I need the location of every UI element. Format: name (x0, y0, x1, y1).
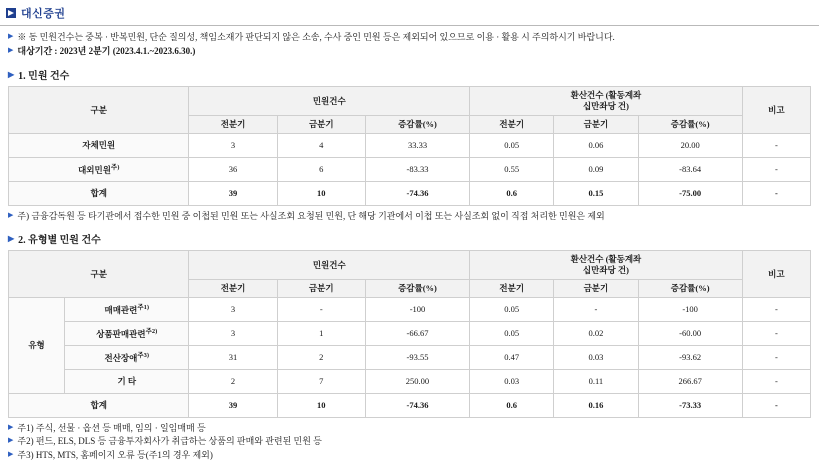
cell-minwon-curr: 2 (277, 346, 365, 370)
th-change-rate: 증감률(%) (638, 280, 742, 298)
cell-minwon-prev: 39 (189, 394, 277, 418)
cell-minwon-prev: 36 (189, 158, 277, 182)
th-change-rate: 증감률(%) (365, 280, 469, 298)
row-label (65, 298, 189, 322)
table-row (9, 158, 811, 182)
cell-hwansan-curr: - (554, 298, 638, 322)
section-2-title: 2. 유형별 민원 건수 (18, 235, 101, 247)
row-label-superscript: 주3) (137, 351, 150, 359)
triangle-bullet-icon: ▶ (8, 46, 14, 55)
cell-hwansan-change: 266.67 (638, 370, 742, 394)
footnote-line (8, 435, 811, 448)
table-row-total (9, 182, 811, 206)
cell-hwansan-curr: 0.03 (554, 346, 638, 370)
cell-hwansan-change: -83.64 (638, 158, 742, 182)
th-prev-q: 전분기 (470, 116, 554, 134)
footnote-text: 주) 금융감독원 등 타기관에서 접수한 민원 중 이첩된 민원 또는 사실조회 요청된 민원, 단 해당 기관에서 이첩 또는 사실조회 없이 직접 처리한 민원은 제외 (17, 211, 605, 222)
th-change-rate: 증감률(%) (365, 116, 469, 134)
cell-hwansan-curr: 0.16 (554, 394, 638, 418)
footnote-text: 주3) HTS, MTS, 홈페이지 오류 등(주1의 경우 제외) (17, 449, 213, 460)
footnote-text: 주2) 펀드, ELS, DLS 등 금융투자회사가 취급하는 상품의 판매와 관련된 민원 등 (17, 436, 322, 447)
cell-minwon-curr: 10 (277, 394, 365, 418)
row-label-text: 대외민원 (78, 164, 111, 175)
brand-name: 대신증권 (21, 8, 66, 20)
cell-bigo: - (742, 394, 810, 418)
th-gubun: 구분 (9, 251, 189, 298)
cell-bigo: - (742, 298, 810, 322)
play-triangle-icon (6, 8, 16, 18)
row-label-text: 상품판매관련 (96, 328, 146, 339)
th-group-minwon: 민원건수 (189, 251, 470, 280)
cell-hwansan-change: -73.33 (638, 394, 742, 418)
th-bigo: 비고 (742, 87, 810, 134)
row-label: 자체민원 (9, 134, 189, 158)
cell-minwon-change: -66.67 (365, 322, 469, 346)
cell-minwon-change: 33.33 (365, 134, 469, 158)
cell-bigo: - (742, 322, 810, 346)
row-label (65, 346, 189, 370)
th-group-hwansan: 환산건수 (활동계좌 십만좌당 건) (470, 87, 743, 116)
row-label-superscript: 주2) (145, 327, 158, 335)
cell-hwansan-prev: 0.47 (470, 346, 554, 370)
cell-minwon-curr: - (277, 298, 365, 322)
cell-minwon-curr: 6 (277, 158, 365, 182)
cell-minwon-curr: 7 (277, 370, 365, 394)
cell-bigo: - (742, 370, 810, 394)
cell-bigo: - (742, 158, 810, 182)
cell-hwansan-prev: 0.03 (470, 370, 554, 394)
cell-minwon-prev: 3 (189, 322, 277, 346)
triangle-bullet-icon: ▶ (8, 234, 15, 244)
cell-minwon-prev: 3 (189, 298, 277, 322)
table-row (9, 322, 811, 346)
th-group-minwon: 민원건수 (189, 87, 470, 116)
cell-hwansan-curr: 0.02 (554, 322, 638, 346)
cell-minwon-change: -100 (365, 298, 469, 322)
table-row (9, 134, 811, 158)
triangle-bullet-icon: ▶ (8, 70, 15, 79)
brand-header (0, 0, 819, 26)
note-text: 대상기간 : 2023년 2분기 (2023.4.1.~2023.6.30.) (17, 46, 196, 57)
th-prev-q: 전분기 (470, 280, 554, 298)
th-prev-q: 전분기 (189, 116, 277, 134)
cell-minwon-prev: 39 (189, 182, 277, 206)
cell-minwon-prev: 2 (189, 370, 277, 394)
cell-hwansan-curr: 0.09 (554, 158, 638, 182)
row-group-label: 유형 (9, 298, 65, 394)
note-line (8, 45, 811, 58)
th-change-rate: 증감률(%) (638, 116, 742, 134)
footnote-line (8, 210, 811, 223)
cell-hwansan-curr: 0.06 (554, 134, 638, 158)
triangle-bullet-icon: ▶ (8, 449, 14, 458)
note-line (8, 31, 811, 44)
table-row (9, 370, 811, 394)
row-label (65, 322, 189, 346)
th-curr-q: 금분기 (554, 280, 638, 298)
cell-hwansan-change: -60.00 (638, 322, 742, 346)
section-1-footnotes (0, 206, 819, 223)
section-2-footnotes (0, 418, 819, 461)
triangle-bullet-icon: ▶ (8, 211, 14, 220)
th-curr-q: 금분기 (277, 280, 365, 298)
row-label-superscript: 주) (110, 163, 120, 171)
th-curr-q: 금분기 (554, 116, 638, 134)
footnote-line (8, 422, 811, 435)
th-bigo: 비고 (742, 251, 810, 298)
cell-minwon-change: -83.33 (365, 158, 469, 182)
cell-bigo: - (742, 182, 810, 206)
th-group-hwansan: 환산건수 (활동계좌 십만좌당 건) (470, 251, 743, 280)
table-row (9, 298, 811, 322)
cell-bigo: - (742, 134, 810, 158)
cell-hwansan-prev: 0.05 (470, 322, 554, 346)
cell-minwon-curr: 1 (277, 322, 365, 346)
row-label-text: 전산장애 (104, 352, 138, 363)
section-1-heading (0, 59, 819, 86)
cell-hwansan-change: 20.00 (638, 134, 742, 158)
section-1-title: 1. 민원 건수 (18, 71, 70, 83)
minwon-count-table (8, 86, 811, 206)
triangle-bullet-icon: ▶ (8, 32, 14, 40)
cell-bigo: - (742, 346, 810, 370)
row-label-text: 매매관련 (104, 304, 138, 315)
top-notes (0, 26, 819, 58)
footnote-line (8, 449, 811, 462)
minwon-by-type-table (8, 250, 811, 418)
cell-hwansan-prev: 0.05 (470, 298, 554, 322)
row-label-superscript: 주1) (137, 303, 150, 311)
row-label: 합계 (9, 394, 189, 418)
cell-hwansan-curr: 0.15 (554, 182, 638, 206)
row-label: 합계 (9, 182, 189, 206)
cell-hwansan-change: -100 (638, 298, 742, 322)
row-label (9, 158, 189, 182)
row-label: 기 타 (65, 370, 189, 394)
cell-minwon-change: -74.36 (365, 394, 469, 418)
cell-minwon-change: -93.55 (365, 346, 469, 370)
cell-minwon-curr: 4 (277, 134, 365, 158)
th-curr-q: 금분기 (277, 116, 365, 134)
cell-hwansan-prev: 0.55 (470, 158, 554, 182)
cell-hwansan-curr: 0.11 (554, 370, 638, 394)
cell-hwansan-prev: 0.6 (470, 394, 554, 418)
cell-minwon-change: 250.00 (365, 370, 469, 394)
cell-minwon-prev: 3 (189, 134, 277, 158)
table-row (9, 346, 811, 370)
cell-hwansan-change: -93.62 (638, 346, 742, 370)
cell-hwansan-prev: 0.05 (470, 134, 554, 158)
note-text: ※ 동 민원건수는 중복 · 반복민원, 단순 질의성, 책임소재가 판단되지 않은 소송, 수사 중인 민원 등은 제외되어 있으므로 이용 · 활용 시 주의하시기 바랍니다. (17, 32, 615, 42)
cell-hwansan-change: -75.00 (638, 182, 742, 206)
cell-minwon-curr: 10 (277, 182, 365, 206)
triangle-bullet-icon: ▶ (8, 436, 14, 445)
th-prev-q: 전분기 (189, 280, 277, 298)
cell-minwon-prev: 31 (189, 346, 277, 370)
triangle-bullet-icon: ▶ (8, 423, 14, 432)
cell-minwon-change: -74.36 (365, 182, 469, 206)
section-2-heading (0, 223, 819, 250)
th-gubun: 구분 (9, 87, 189, 134)
table-row-total (9, 394, 811, 418)
footnote-text: 주1) 주식, 선물 · 옵션 등 매매, 임의 · 일임매매 등 (17, 423, 206, 434)
cell-hwansan-prev: 0.6 (470, 182, 554, 206)
